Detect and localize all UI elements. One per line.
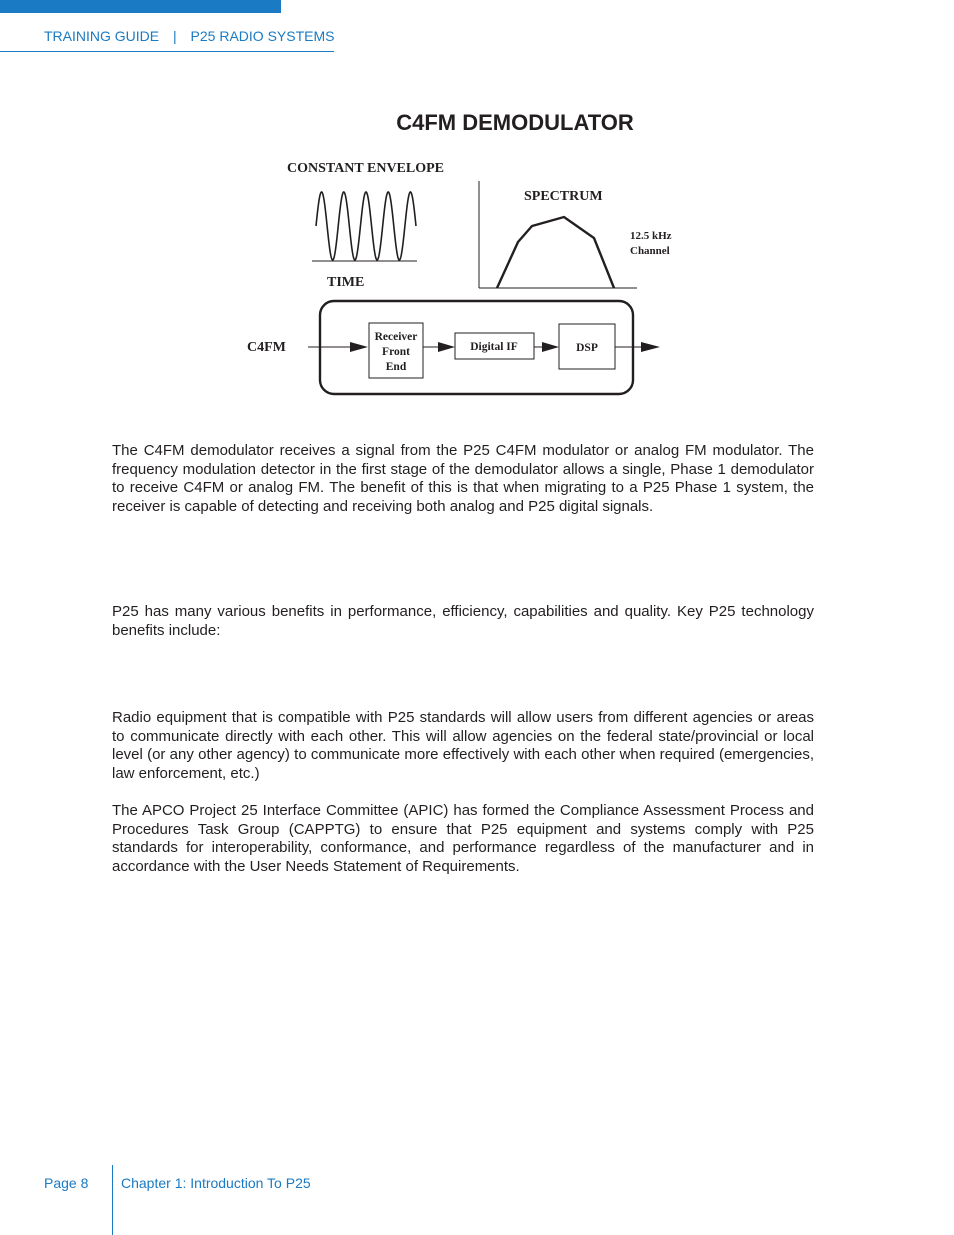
guide-label: TRAINING GUIDE	[44, 28, 160, 44]
spectrum-curve	[497, 217, 614, 288]
paragraph-interoperability: Radio equipment that is compatible with P25 standards will allow users from different agencies or areas to communicate directly with each other. This will allow agencies on the federal state/provincial or local level (or any other agency) to communicate more effectively with each other when required (emergencies, law enforcement, etc.)	[112, 709, 814, 782]
receiver-label-line1: Receiver	[374, 331, 418, 343]
c4fm-input-label: C4FM	[247, 340, 286, 355]
spectrum-label: SPECTRUM	[524, 189, 603, 204]
paragraph-c4fm-demodulator: The C4FM demodulator receives a signal from the P25 C4FM modulator or analog FM modulator. The frequency modulation detector in the first stage of the demodulator allows a single, Phase 1 demodulator to receive C4FM or analog FM. The benefit of this is that when migrating to a P25 Phase 1 system, the receiver is capable of detecting and receiving both analog and P25 digital signals.	[112, 442, 814, 515]
dsp-label: DSP	[576, 342, 598, 354]
output-arrowhead	[641, 342, 660, 352]
input-arrowhead	[350, 342, 368, 352]
channel-label-line2: Channel	[630, 245, 670, 257]
page-number: Page 8	[44, 1175, 89, 1191]
c4fm-demodulator-diagram	[0, 0, 954, 420]
constant-envelope-waveform	[316, 192, 416, 260]
section-label: P25 RADIO SYSTEMS	[190, 28, 335, 44]
time-label: TIME	[327, 275, 365, 290]
paragraph-p25-benefits: P25 has many various benefits in performance, efficiency, capabilities and quality. Key P25 technology benefits include:	[112, 603, 814, 639]
channel-label-line1: 12.5 kHz	[630, 230, 672, 242]
footer-rule	[112, 1165, 113, 1235]
chapter-label: Chapter 1: Introduction To P25	[121, 1175, 311, 1191]
receiver-label-line3: End	[385, 361, 407, 373]
receiver-label-line2: Front	[382, 346, 410, 358]
header-separator: |	[173, 28, 177, 44]
digital-if-label: Digital IF	[470, 341, 518, 353]
arrowhead-2	[542, 342, 559, 352]
paragraph-capptg: The APCO Project 25 Interface Committee (APIC) has formed the Compliance Assessment Process and Procedures Task Group (CAPPTG) to ensure that P25 equipment and systems comply with P25 standards for interoperability, conformance, and performance regardless of the manufacturer and in accordance with the User Needs Statement of Requirements.	[112, 802, 814, 875]
arrowhead-1	[438, 342, 455, 352]
page-title: C4FM DEMODULATOR	[396, 110, 634, 135]
constant-envelope-label: CONSTANT ENVELOPE	[287, 161, 445, 176]
